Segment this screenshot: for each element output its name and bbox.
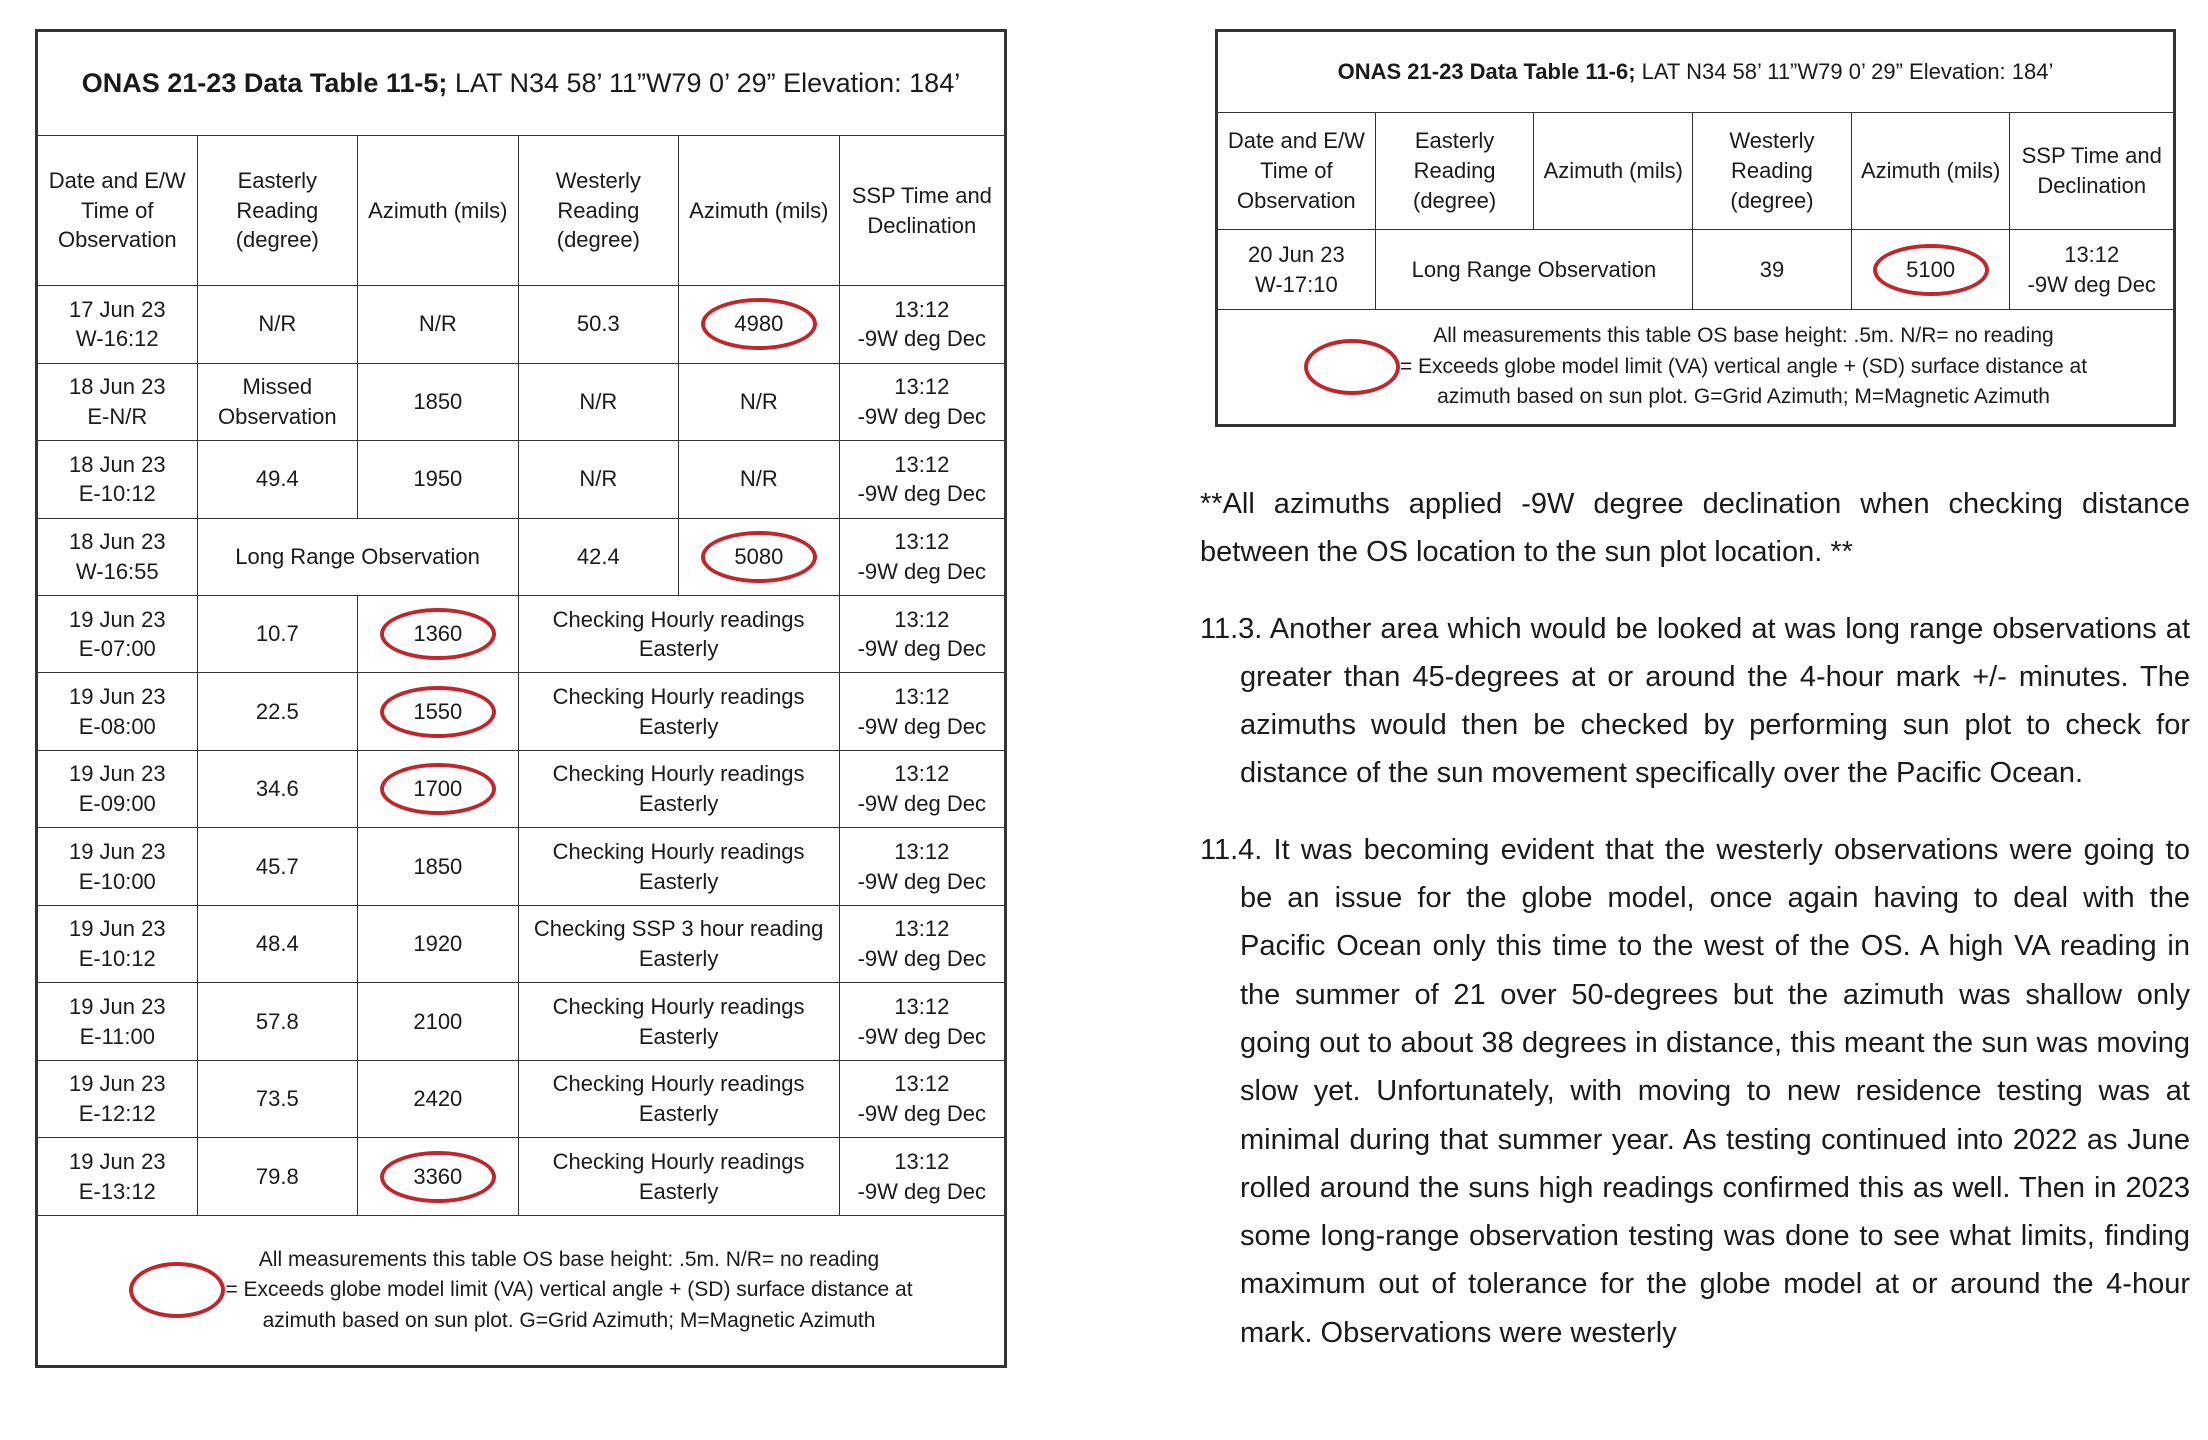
cell-ssp bbox=[839, 441, 1004, 518]
time-value: W-16:12 bbox=[75, 326, 159, 352]
table-row bbox=[38, 673, 1005, 750]
table-header-row bbox=[1218, 113, 2174, 230]
legend-line-3: azimuth based on sun plot. G=Grid Azimuth; M=Magnetic Azimuth bbox=[262, 1308, 876, 1332]
time-value: E-11:00 bbox=[79, 1023, 155, 1049]
cell-azimuth-east bbox=[358, 828, 519, 905]
cell-merged-west bbox=[518, 750, 839, 827]
col-header-ssp: SSP Time and Declination bbox=[839, 135, 1004, 285]
cell-azimuth-west bbox=[1851, 230, 2010, 310]
azimuth-west-value: N/R bbox=[739, 466, 778, 492]
ssp-time: 13:12 bbox=[894, 683, 950, 709]
date-value: 18 Jun 23 bbox=[68, 374, 166, 400]
ssp-time: 13:12 bbox=[894, 916, 950, 942]
table-row bbox=[38, 983, 1005, 1060]
cell-easterly bbox=[197, 286, 358, 363]
azimuth-east-value: 3360 bbox=[413, 1163, 463, 1189]
ssp-declination: -9W deg Dec bbox=[857, 713, 986, 739]
table-title-bold: ONAS 21-23 Data Table 11-6; bbox=[1337, 59, 1636, 85]
time-value: E-N/R bbox=[87, 403, 148, 429]
cell-easterly bbox=[197, 441, 358, 518]
easterly-value: Missed Observation bbox=[217, 374, 337, 429]
cell-merged-west bbox=[518, 905, 839, 982]
red-circle-icon bbox=[380, 608, 496, 660]
table-title-bold: ONAS 21-23 Data Table 11-5; bbox=[81, 68, 448, 99]
table-title bbox=[38, 32, 1005, 136]
legend-red-circle-icon bbox=[1304, 339, 1400, 395]
merged-west-value: Checking Hourly readings Easterly bbox=[552, 1071, 805, 1127]
time-value: W-17:10 bbox=[1254, 271, 1338, 297]
cell-easterly bbox=[197, 1060, 358, 1137]
azimuth-west-value: 4980 bbox=[734, 311, 784, 337]
cell-date bbox=[38, 518, 198, 595]
ssp-declination: -9W deg Dec bbox=[857, 946, 986, 972]
date-value: 17 Jun 23 bbox=[68, 296, 166, 322]
easterly-value: 34.6 bbox=[255, 776, 299, 802]
table-row bbox=[38, 1138, 1005, 1216]
ssp-declination: -9W deg Dec bbox=[857, 558, 986, 584]
azimuth-east-value: 1550 bbox=[413, 698, 463, 724]
merged-west-value: Checking Hourly readings Easterly bbox=[552, 1148, 805, 1204]
cell-ssp bbox=[839, 983, 1004, 1060]
table-row bbox=[1218, 230, 2174, 310]
cell-ssp bbox=[839, 750, 1004, 827]
cell-date bbox=[38, 286, 198, 363]
cell-date bbox=[38, 828, 198, 905]
cell-azimuth-east bbox=[358, 983, 519, 1060]
cell-date bbox=[1218, 230, 1376, 310]
red-circle-icon bbox=[380, 686, 496, 738]
body-text bbox=[1200, 480, 2190, 1357]
azimuth-east-value: 1700 bbox=[413, 776, 463, 802]
col-header-easterly: Easterly Reading (degree) bbox=[197, 135, 358, 285]
legend-line-2: = Exceeds globe model limit (VA) vertical angle + (SD) surface distance at bbox=[1399, 354, 2088, 378]
red-circle-icon bbox=[380, 763, 496, 815]
cell-merged-east bbox=[197, 518, 518, 595]
cell-date bbox=[38, 441, 198, 518]
table-legend bbox=[1218, 310, 2174, 425]
time-value: E-12:12 bbox=[78, 1101, 156, 1127]
westerly-value: 42.4 bbox=[576, 543, 620, 569]
easterly-value: 48.4 bbox=[255, 931, 299, 957]
cell-easterly bbox=[197, 1138, 358, 1216]
date-value: 18 Jun 23 bbox=[68, 451, 166, 477]
cell-westerly bbox=[518, 518, 679, 595]
col-header-westerly: Westerly Reading (degree) bbox=[518, 135, 679, 285]
cell-westerly: 39 bbox=[1693, 230, 1852, 310]
ssp-declination: -9W deg Dec bbox=[857, 636, 986, 662]
date-value: 19 Jun 23 bbox=[68, 916, 166, 942]
easterly-value: 10.7 bbox=[255, 621, 299, 647]
ssp-time: 13:12 bbox=[894, 296, 950, 322]
cell-ssp bbox=[839, 905, 1004, 982]
azimuth-east-value: 2420 bbox=[413, 1086, 463, 1112]
date-value: 19 Jun 23 bbox=[68, 1148, 166, 1174]
westerly-value: N/R bbox=[579, 388, 618, 414]
cell-date bbox=[38, 363, 198, 440]
merged-west-value: Checking Hourly readings Easterly bbox=[552, 761, 805, 817]
azimuth-east-value: 2100 bbox=[413, 1008, 463, 1034]
merged-east-value: Long Range Observation bbox=[235, 543, 480, 569]
red-circle-icon bbox=[701, 531, 817, 583]
col-header-azimuth-east: Azimuth (mils) bbox=[1534, 113, 1693, 230]
merged-west-value: Checking Hourly readings Easterly bbox=[552, 606, 805, 662]
azimuth-value: 5100 bbox=[1906, 256, 1956, 282]
table-row bbox=[38, 1060, 1005, 1137]
date-value: 19 Jun 23 bbox=[68, 761, 166, 787]
time-value: E-09:00 bbox=[78, 791, 156, 817]
westerly-value: 50.3 bbox=[576, 311, 620, 337]
ssp-time: 13:12 bbox=[894, 1071, 950, 1097]
col-header-ssp: SSP Time and Declination bbox=[2010, 113, 2174, 230]
easterly-value: 22.5 bbox=[255, 698, 299, 724]
paragraph-11-4: 11.4. It was becoming evident that the westerly observations were going to be an issue for the globe model, once again having to deal with the Pacific Ocean only this time to the west of the OS. A high VA reading in the summer of 21 over 50-degrees but the azimuth was shallow only going out to about 38 degrees in distance, this meant the sun was moving slow yet. Unfortunately, with moving to new residence testing was at minimal during that summer year. As testing continued into 2022 as June rolled around the suns high readings confirmed this as well. Then in 2023 some long-range observation testing was done to see what limits, finding maximum out of tolerance for the globe model at or around the 4-hour mark. Observations were westerly bbox=[1200, 833, 2190, 1349]
col-header-westerly: Westerly Reading (degree) bbox=[1693, 113, 1852, 230]
table-row bbox=[38, 363, 1005, 440]
declination-note: **All azimuths applied -9W degree declination when checking distance between the OS location to the sun plot location. ** bbox=[1200, 488, 2190, 569]
azimuth-east-value: 1920 bbox=[413, 931, 463, 957]
merged-west-value: Checking Hourly readings Easterly bbox=[552, 838, 805, 894]
red-circle-icon bbox=[380, 1151, 496, 1203]
table-title-location: LAT N34 58’ 11”W79 0’ 29” Elevation: 184’ bbox=[447, 68, 961, 99]
cell-easterly bbox=[197, 905, 358, 982]
cell-azimuth-west bbox=[679, 441, 840, 518]
ssp-declination: -9W deg Dec bbox=[857, 1023, 986, 1049]
azimuth-east-value: 1850 bbox=[413, 388, 463, 414]
azimuth-west-value: 5080 bbox=[734, 543, 784, 569]
ssp-declination: -9W deg Dec bbox=[857, 868, 986, 894]
table-title-location: LAT N34 58’ 11”W79 0’ 29” Elevation: 184’ bbox=[1635, 59, 2054, 85]
azimuth-east-value: 1950 bbox=[413, 466, 463, 492]
easterly-value: 49.4 bbox=[255, 466, 299, 492]
cell-azimuth-east bbox=[358, 905, 519, 982]
date-value: 19 Jun 23 bbox=[68, 1071, 166, 1097]
time-value: E-07:00 bbox=[78, 636, 156, 662]
cell-date bbox=[38, 905, 198, 982]
cell-merged-west bbox=[518, 983, 839, 1060]
cell-date bbox=[38, 983, 198, 1060]
legend-red-circle-icon bbox=[129, 1262, 225, 1318]
cell-merged-east: Long Range Observation bbox=[1375, 230, 1692, 310]
easterly-value: N/R bbox=[258, 311, 297, 337]
easterly-value: 73.5 bbox=[255, 1086, 299, 1112]
ssp-time: 13:12 bbox=[894, 993, 950, 1019]
paragraph-11-3: 11.3. Another area which would be looked at was long range observations at greater than 45-degrees at or around the 4-hour mark +/- minutes. The azimuths would then be checked by performing sun plot to check for distance of the sun movement specifically over the Pacific Ocean. bbox=[1200, 612, 2190, 790]
table-row bbox=[38, 828, 1005, 905]
cell-merged-west bbox=[518, 828, 839, 905]
azimuth-east-value: N/R bbox=[418, 311, 457, 337]
time-value: E-10:12 bbox=[78, 946, 156, 972]
time-value: E-10:12 bbox=[78, 481, 156, 507]
table-row bbox=[38, 286, 1005, 363]
ssp-time: 13:12 bbox=[894, 374, 950, 400]
cell-westerly bbox=[518, 441, 679, 518]
cell-merged-west bbox=[518, 595, 839, 672]
date-value: 19 Jun 23 bbox=[68, 683, 166, 709]
merged-west-value: Checking Hourly readings Easterly bbox=[552, 993, 805, 1049]
cell-easterly bbox=[197, 828, 358, 905]
ssp-time: 13:12 bbox=[894, 838, 950, 864]
azimuth-east-value: 1850 bbox=[413, 853, 463, 879]
cell-azimuth-east bbox=[358, 1138, 519, 1216]
date-value: 19 Jun 23 bbox=[68, 606, 166, 632]
col-header-azimuth-west: Azimuth (mils) bbox=[1851, 113, 2010, 230]
ssp-declination: -9W deg Dec bbox=[857, 326, 986, 352]
cell-azimuth-west bbox=[679, 286, 840, 363]
legend-line-3: azimuth based on sun plot. G=Grid Azimuth; M=Magnetic Azimuth bbox=[1437, 385, 2050, 409]
cell-merged-west bbox=[518, 1060, 839, 1137]
cell-azimuth-east bbox=[358, 1060, 519, 1137]
cell-azimuth-west bbox=[679, 518, 840, 595]
col-header-date: Date and E/W Time of Observation bbox=[1218, 113, 1376, 230]
cell-westerly bbox=[518, 286, 679, 363]
cell-merged-west bbox=[518, 673, 839, 750]
cell-easterly bbox=[197, 983, 358, 1060]
data-table-11-6 bbox=[1215, 29, 2176, 427]
merged-west-value: Checking Hourly readings Easterly bbox=[552, 683, 805, 739]
cell-azimuth-east bbox=[358, 673, 519, 750]
cell-easterly bbox=[197, 363, 358, 440]
cell-date bbox=[38, 1138, 198, 1216]
easterly-value: 79.8 bbox=[255, 1163, 299, 1189]
ssp-time: 13:12 bbox=[894, 529, 950, 555]
cell-westerly bbox=[518, 363, 679, 440]
ssp-declination: -9W deg Dec bbox=[857, 791, 986, 817]
cell-date bbox=[38, 673, 198, 750]
ssp-declination: -9W deg Dec bbox=[2027, 271, 2156, 297]
time-value: E-10:00 bbox=[78, 868, 156, 894]
date-value: 19 Jun 23 bbox=[68, 838, 166, 864]
cell-easterly bbox=[197, 673, 358, 750]
col-header-date: Date and E/W Time of Observation bbox=[38, 135, 198, 285]
ssp-time: 13:12 bbox=[894, 1148, 950, 1174]
date-value: 20 Jun 23 bbox=[1248, 241, 1345, 267]
cell-ssp bbox=[839, 828, 1004, 905]
table-title bbox=[1218, 32, 2174, 113]
red-circle-icon bbox=[1873, 244, 1989, 296]
ssp-time: 13:12 bbox=[894, 451, 950, 477]
legend-line-2: = Exceeds globe model limit (VA) vertical angle + (SD) surface distance at bbox=[225, 1278, 913, 1302]
cell-ssp bbox=[839, 363, 1004, 440]
table-header-row bbox=[38, 135, 1005, 285]
cell-ssp bbox=[839, 673, 1004, 750]
westerly-value: N/R bbox=[579, 466, 618, 492]
table-row bbox=[38, 518, 1005, 595]
ssp-time: 13:12 bbox=[894, 606, 950, 632]
cell-azimuth-east bbox=[358, 595, 519, 672]
time-value: W-16:55 bbox=[75, 558, 159, 584]
cell-azimuth-east bbox=[358, 363, 519, 440]
table-row bbox=[38, 595, 1005, 672]
date-value: 19 Jun 23 bbox=[68, 993, 166, 1019]
azimuth-west-value: N/R bbox=[739, 388, 778, 414]
easterly-value: 45.7 bbox=[255, 853, 299, 879]
time-value: E-08:00 bbox=[78, 713, 156, 739]
ssp-declination: -9W deg Dec bbox=[857, 1101, 986, 1127]
time-value: E-13:12 bbox=[78, 1178, 156, 1204]
cell-azimuth-east bbox=[358, 286, 519, 363]
cell-ssp bbox=[2010, 230, 2174, 310]
easterly-value: 57.8 bbox=[255, 1008, 299, 1034]
ssp-time: 13:12 bbox=[2064, 241, 2120, 267]
table-row bbox=[38, 905, 1005, 982]
ssp-declination: -9W deg Dec bbox=[857, 403, 986, 429]
ssp-time: 13:12 bbox=[894, 761, 950, 787]
cell-ssp bbox=[839, 595, 1004, 672]
table-row bbox=[38, 750, 1005, 827]
cell-ssp bbox=[839, 1060, 1004, 1137]
table-legend bbox=[38, 1215, 1005, 1365]
col-header-azimuth-west: Azimuth (mils) bbox=[679, 135, 840, 285]
cell-merged-west bbox=[518, 1138, 839, 1216]
ssp-declination: -9W deg Dec bbox=[857, 1178, 986, 1204]
cell-azimuth-east bbox=[358, 441, 519, 518]
cell-ssp bbox=[839, 286, 1004, 363]
cell-date bbox=[38, 595, 198, 672]
date-value: 18 Jun 23 bbox=[68, 529, 166, 555]
cell-ssp bbox=[839, 1138, 1004, 1216]
cell-easterly bbox=[197, 750, 358, 827]
cell-easterly bbox=[197, 595, 358, 672]
table-row bbox=[38, 441, 1005, 518]
azimuth-east-value: 1360 bbox=[413, 621, 463, 647]
cell-azimuth-east bbox=[358, 750, 519, 827]
legend-line-1: All measurements this table OS base height: .5m. N/R= no reading bbox=[1433, 324, 2054, 348]
col-header-azimuth-east: Azimuth (mils) bbox=[358, 135, 519, 285]
legend-line-1: All measurements this table OS base height: .5m. N/R= no reading bbox=[258, 1247, 880, 1271]
cell-azimuth-west bbox=[679, 363, 840, 440]
merged-west-value: Checking SSP 3 hour reading Easterly bbox=[533, 916, 824, 972]
data-table-11-5 bbox=[35, 29, 1007, 1368]
ssp-declination: -9W deg Dec bbox=[857, 481, 986, 507]
cell-date bbox=[38, 1060, 198, 1137]
col-header-easterly: Easterly Reading (degree) bbox=[1375, 113, 1534, 230]
cell-ssp bbox=[839, 518, 1004, 595]
cell-date bbox=[38, 750, 198, 827]
red-circle-icon bbox=[701, 298, 817, 350]
